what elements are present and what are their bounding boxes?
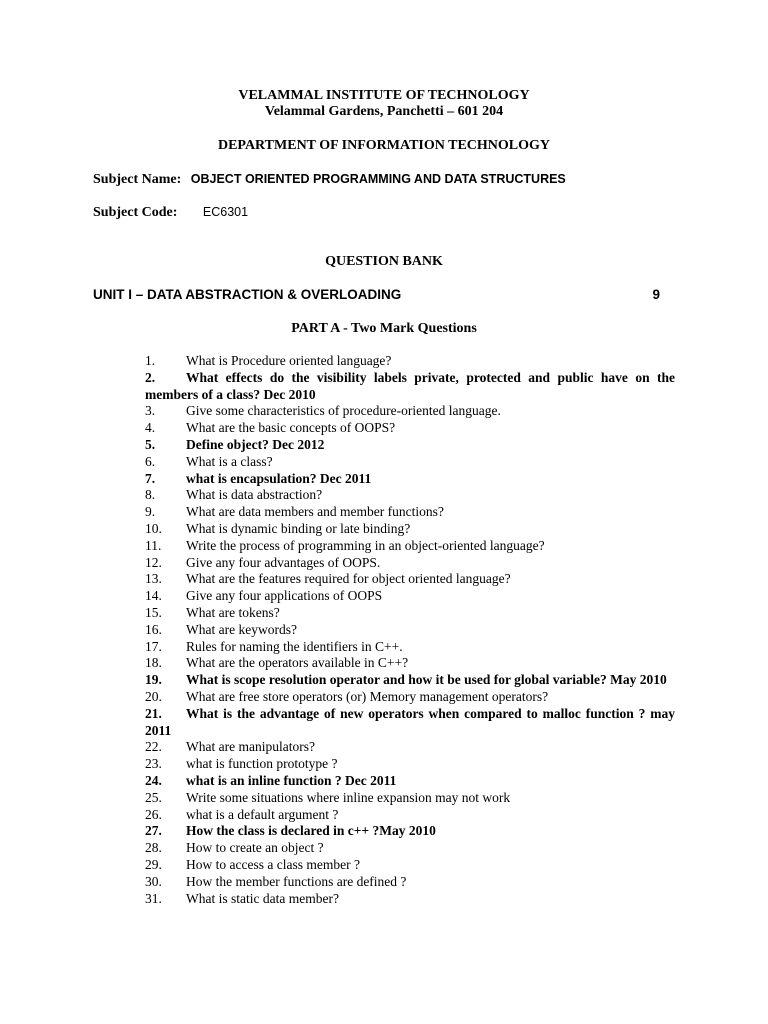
question-text: What is Procedure oriented language?	[186, 353, 392, 368]
question-number: 5.	[145, 436, 156, 452]
question-text: Give any four applications of OOPS	[186, 588, 383, 604]
institute-name: VELAMMAL INSTITUTE OF TECHNOLOGY	[238, 88, 530, 103]
subject-code-row	[93, 205, 248, 221]
question-text: Give any four advantages of OOPS.	[186, 554, 381, 570]
question-item	[145, 538, 675, 555]
question-number: 12.	[145, 554, 162, 570]
question-item	[145, 487, 675, 504]
unit-heading	[93, 287, 660, 304]
question-item	[145, 655, 675, 672]
question-number: 9.	[145, 504, 156, 520]
subject-name-value: OBJECT ORIENTED PROGRAMMING AND DATA STRUCTURES	[190, 172, 566, 186]
question-item	[145, 672, 675, 689]
question-item	[145, 840, 675, 857]
question-text: What is dynamic binding or late binding?	[186, 520, 411, 536]
question-text: Define object? Dec 2012	[186, 436, 325, 452]
question-item	[145, 605, 675, 622]
question-number: 30.	[145, 873, 162, 889]
question-item	[145, 420, 675, 437]
question-item	[145, 807, 675, 824]
institute-address: Velammal Gardens, Panchetti – 601 204	[264, 104, 504, 119]
question-number: 26.	[145, 806, 162, 822]
question-item	[145, 571, 675, 588]
question-text: Write some situations where inline expansion may not work	[186, 789, 511, 805]
part-a-title: PART A - Two Mark Questions	[291, 321, 477, 336]
question-text: Rules for naming the identifiers in C++.	[186, 638, 403, 654]
question-bank-title: QUESTION BANK	[325, 254, 443, 269]
question-number: 14.	[145, 588, 162, 604]
unit-title: UNIT I – DATA ABSTRACTION & OVERLOADING	[93, 287, 402, 302]
question-number: 27.	[145, 823, 162, 839]
question-text: What are tokens?	[186, 604, 280, 620]
question-text: What are manipulators?	[186, 739, 315, 755]
question-item	[145, 370, 675, 404]
question-text: How to create an object ?	[186, 840, 324, 856]
question-item	[145, 471, 675, 488]
question-item	[145, 790, 675, 807]
question-item	[145, 874, 675, 891]
question-item	[145, 773, 675, 790]
question-text: What is scope resolution operator and how it be used for global variable? May 2010	[186, 672, 667, 688]
question-number: 1.	[145, 353, 156, 368]
question-item	[145, 521, 675, 538]
question-number: 16.	[145, 621, 162, 637]
question-number: 28.	[145, 840, 162, 856]
question-item	[145, 588, 675, 605]
question-text: What are keywords?	[186, 621, 297, 637]
question-number: 22.	[145, 739, 162, 755]
question-number: 23.	[145, 756, 162, 772]
subject-code-label: Subject Code:	[93, 205, 178, 220]
question-item	[145, 706, 675, 740]
question-item	[145, 353, 675, 370]
question-number: 25.	[145, 789, 162, 805]
question-item	[145, 403, 675, 420]
question-list	[145, 353, 675, 907]
department-name: DEPARTMENT OF INFORMATION TECHNOLOGY	[217, 138, 551, 153]
question-number: 21.	[145, 705, 162, 721]
question-number: 13.	[145, 571, 162, 587]
question-text: How to access a class member ?	[186, 856, 360, 872]
question-number: 24.	[145, 772, 162, 788]
question-number: 10.	[145, 520, 162, 536]
question-item	[145, 891, 675, 908]
question-number: 31.	[145, 890, 162, 906]
subject-name-row	[93, 172, 566, 188]
question-item	[145, 823, 675, 840]
question-text: what is an inline function ? Dec 2011	[186, 772, 397, 788]
question-number: 19.	[145, 672, 162, 688]
question-text: Give some characteristics of procedure-oriented language.	[186, 403, 501, 419]
question-text: How the class is declared in c++ ?May 2010	[186, 823, 436, 839]
question-text: How the member functions are defined ?	[186, 873, 407, 889]
question-text: What is data abstraction?	[186, 487, 323, 503]
question-text: What are the basic concepts of OOPS?	[186, 420, 396, 436]
question-number: 15.	[145, 604, 162, 620]
question-item	[145, 857, 675, 874]
question-item	[145, 622, 675, 639]
question-number: 17.	[145, 638, 162, 654]
question-text: What are data members and member functions?	[186, 504, 444, 520]
question-text: what is function prototype ?	[186, 756, 338, 772]
question-text: What effects do the visibility labels private, protected and public have on the members of a class? Dec 2010	[145, 369, 675, 402]
question-item	[145, 739, 675, 756]
question-item	[145, 504, 675, 521]
question-item	[145, 756, 675, 773]
question-text: what is a default argument ?	[186, 806, 339, 822]
question-text: Write the process of programming in an object-oriented language?	[186, 537, 545, 553]
question-number: 29.	[145, 856, 162, 872]
question-number: 8.	[145, 487, 156, 503]
question-number: 18.	[145, 655, 162, 671]
question-text: What are the operators available in C++?	[186, 655, 409, 671]
question-number: 2.	[145, 369, 156, 385]
question-text: what is encapsulation? Dec 2011	[186, 470, 372, 486]
question-item	[145, 454, 675, 471]
question-text: What is the advantage of new operators when compared to malloc function ? may 2011	[145, 705, 675, 738]
subject-code-value: EC6301	[202, 205, 249, 219]
question-item	[145, 555, 675, 572]
unit-hours: 9	[652, 287, 660, 302]
subject-name-label: Subject Name:	[93, 172, 182, 187]
question-item	[145, 689, 675, 706]
question-text: What is static data member?	[186, 890, 339, 906]
question-number: 4.	[145, 420, 156, 436]
question-text: What are the features required for object oriented language?	[186, 571, 511, 587]
question-number: 11.	[145, 537, 162, 553]
question-text: What are free store operators (or) Memory management operators?	[186, 688, 549, 704]
question-text: What is a class?	[186, 453, 273, 469]
question-item	[145, 437, 675, 454]
question-number: 20.	[145, 688, 162, 704]
question-number: 6.	[145, 453, 156, 469]
question-number: 3.	[145, 403, 156, 419]
question-item	[145, 639, 675, 656]
question-number: 7.	[145, 470, 156, 486]
